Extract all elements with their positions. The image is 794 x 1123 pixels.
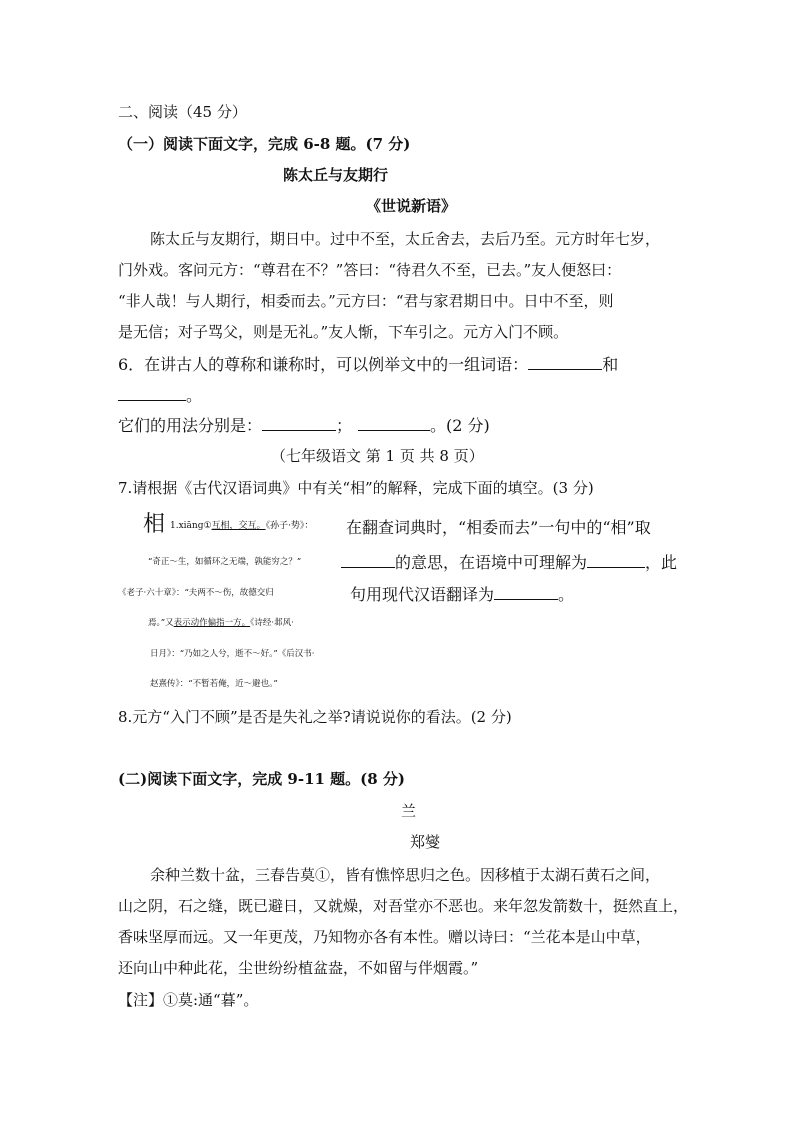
q6-blank-2[interactable] <box>118 383 186 401</box>
dict-line-4 <box>148 616 294 628</box>
q7-blank-2[interactable] <box>587 550 645 568</box>
q7-line-3 <box>350 582 574 605</box>
question-6 <box>118 352 618 375</box>
part1-heading: （一）阅读下面文字，完成 6-8 题。(7 分) <box>118 135 411 153</box>
passage2-title: 兰 <box>401 802 417 820</box>
q7-blank-3[interactable] <box>494 582 558 600</box>
q6-blank-1[interactable] <box>528 352 602 370</box>
dict-line-5: 日月》：“乃如之人兮，逝不～好。”《后汉书· <box>150 649 315 659</box>
passage1-line: 陈太丘与友期行，期日中。过中不至，太丘舍去，去后乃至。元方时年七岁， <box>150 230 661 248</box>
q6-sep: ； <box>336 416 353 435</box>
dict-l1-pre: 1.xiāng① <box>170 521 212 531</box>
q7-line-1: 在翻查词典时，“相委而去”一句中的“相”取 <box>346 518 651 537</box>
q7-b2: ，此 <box>645 553 678 572</box>
question-6-cont <box>118 383 202 406</box>
q7-c2: 。 <box>558 585 575 604</box>
dict-line-2: “奇正～生，如循环之无端，孰能穷之？” <box>148 557 302 567</box>
q6-end: 。 <box>186 386 203 405</box>
dict-line-6: 赵熹传》：“不暂若俺，近～避也。” <box>150 679 278 689</box>
passage1-line: 是无信；对子骂父，则是无礼。”友人惭，下车引之。元方入门不顾。 <box>118 323 569 341</box>
part2-heading: (二)阅读下面文字，完成 9-11 题。(8 分) <box>118 770 406 788</box>
section-title: 二、阅读（45 分） <box>118 103 247 121</box>
q6-blank-3[interactable] <box>262 413 336 431</box>
passage1-line: 门外戏。客问元方：“尊君在不？”答曰：“待君久不至，已去。”友人便怒曰： <box>118 261 622 279</box>
dict-l1-source: 《孙子·势》： <box>265 521 314 531</box>
dict-char: 相 <box>143 512 166 537</box>
question-7: 7.请根据《古代汉语词典》中有关“相”的解释，完成下面的填空。(3 分) <box>118 479 594 497</box>
dict-l4-pre: 焉。”又 <box>148 618 174 628</box>
passage2-note: 【注】①莫:通“暮”。 <box>118 991 259 1009</box>
q6-text: 6．在讲古人的尊称和谦称时，可以例举文中的一组词语： <box>118 355 529 374</box>
passage1-line: “非人哉！与人期行，相委而去。”元方曰：“君与家君期日中。日中不至，则 <box>118 292 614 310</box>
q7-blank-1[interactable] <box>341 550 395 568</box>
q6-usage-text: 它们的用法分别是： <box>118 416 263 435</box>
passage2-line: 还向山中种此花，尘世纷纷植盆盎，不如留与伴烟霞。” <box>118 959 479 977</box>
q6-and: 和 <box>602 355 619 374</box>
dict-line-1 <box>170 518 313 531</box>
question-8: 8.元方“入门不顾”是否是失礼之举?请说说你的看法。(2 分) <box>118 708 512 726</box>
q6-score: 。(2 分) <box>430 416 490 435</box>
q7-line-2 <box>341 550 677 573</box>
passage2-line: 香味坚厚而远。又一年更茂，乃知物亦各有本性。赠以诗曰：“兰花本是山中草， <box>118 928 651 946</box>
passage2-author: 郑燮 <box>410 833 441 851</box>
passage2-line: 余种兰数十盆，三春告莫①，皆有憔悴思归之色。因移植于太湖石黄石之间， <box>150 866 661 884</box>
question-6-usage <box>118 413 490 436</box>
dict-l4-underlined: 表示动作偏指一方。 <box>173 618 251 628</box>
passage1-source: 《世说新语》 <box>366 197 457 215</box>
passage1-title: 陈太丘与友期行 <box>283 166 389 184</box>
passage2-line: 山之阴，石之缝，既已避日，又就燥，对吾堂亦不恶也。来年忽发箭数十，挺然直上， <box>118 897 689 915</box>
dict-l1-underlined: 互相，交互。 <box>211 521 266 531</box>
q7-c1: 句用现代汉语翻译为 <box>350 585 495 604</box>
dict-line-3: 《老子·六十章》：“夫两不～伤，故德交归 <box>118 588 274 598</box>
q7-b1: 的意思，在语境中可理解为 <box>395 553 588 572</box>
page-footer: （七年级语文 第 1 页 共 8 页） <box>271 447 484 465</box>
q6-blank-4[interactable] <box>358 413 430 431</box>
dict-l4-post: 《诗经·邶风· <box>250 618 294 628</box>
